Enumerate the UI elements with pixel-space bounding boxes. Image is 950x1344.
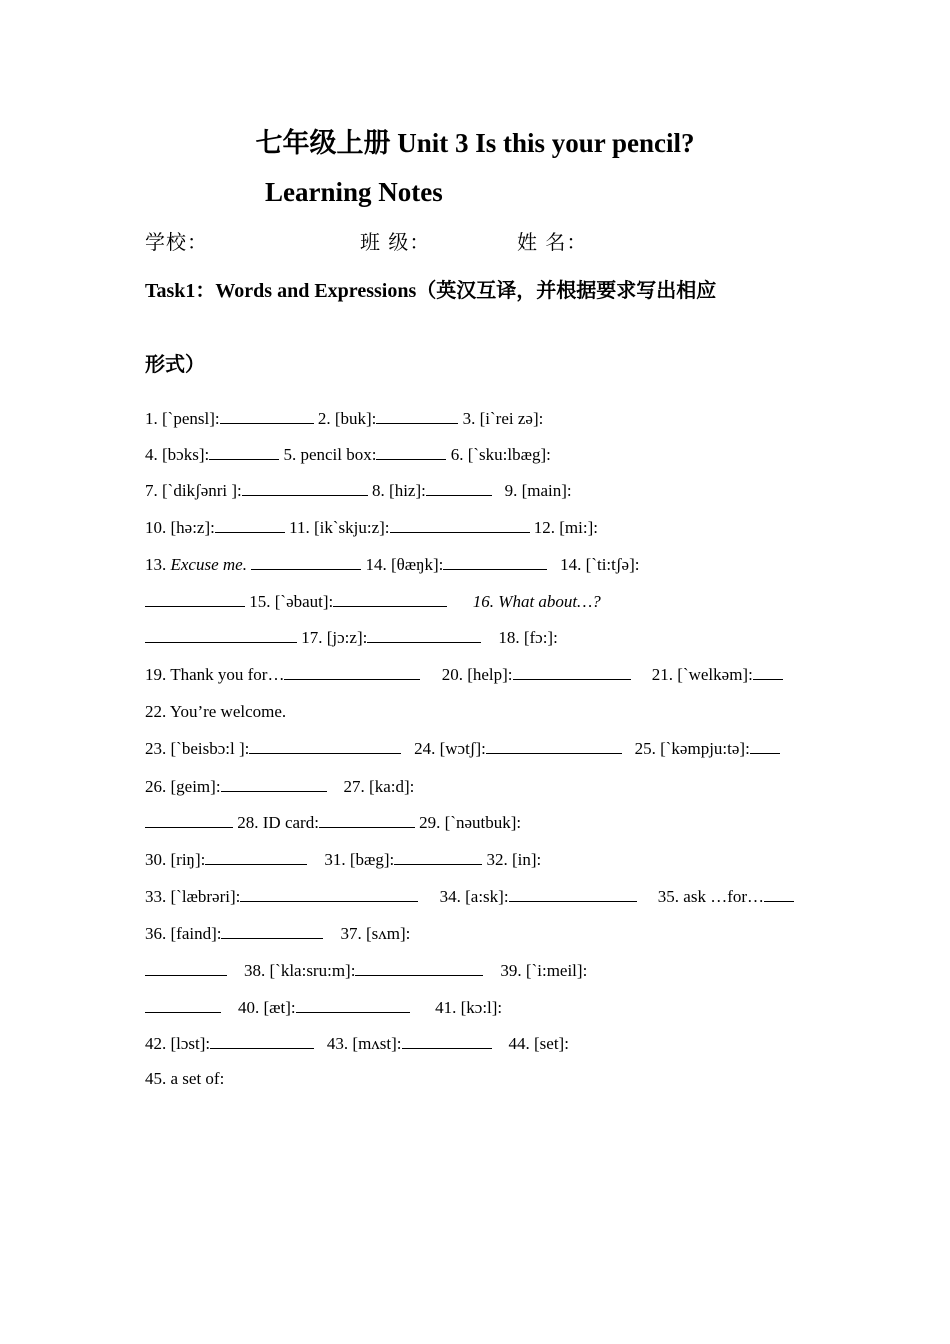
vocab-row: [145, 846, 810, 872]
class-label: 班 级：: [360, 230, 431, 254]
vocab-row: [145, 957, 810, 983]
vocab-row: [145, 773, 810, 799]
vocab-item: 32. [in]:: [486, 850, 542, 869]
vocab-row: [145, 551, 810, 577]
answer-blank[interactable]: [251, 551, 361, 570]
vocab-row: [145, 661, 810, 687]
vocab-item: 28. ID card:: [237, 813, 319, 832]
answer-blank[interactable]: [221, 773, 327, 792]
vocab-item: 15. [`əbaut]:: [249, 592, 334, 611]
page-title: 七年级上册 Unit 3 Is this your pencil?: [255, 128, 695, 158]
vocab-item: 23. [`beisbɔ:l ]:: [145, 739, 250, 758]
vocab-item: 45. a set of:: [145, 1069, 225, 1088]
vocab-item-italic: 16. What about…?: [472, 592, 601, 611]
vocab-item: 8. [hiz]:: [372, 481, 426, 500]
answer-blank[interactable]: [367, 624, 481, 643]
answer-blank[interactable]: [513, 661, 631, 680]
answer-blank[interactable]: [249, 735, 401, 754]
vocab-item: 10. [hə:z]:: [145, 518, 215, 537]
vocab-item: 42. [lɔst]:: [145, 1034, 211, 1053]
vocab-item: 5. pencil box:: [283, 445, 377, 464]
vocab-item: 2. [buk]:: [317, 409, 377, 428]
answer-blank[interactable]: [376, 405, 458, 424]
vocab-row: [145, 514, 810, 540]
answer-blank[interactable]: [209, 441, 279, 460]
answer-blank[interactable]: [376, 441, 446, 460]
answer-blank[interactable]: [145, 809, 233, 828]
answer-blank[interactable]: [764, 883, 794, 902]
vocab-item: 43. [mʌst]:: [326, 1034, 402, 1053]
vocab-item: 31. [bæg]:: [324, 850, 395, 869]
vocab-item: 11. [ik`skju:z]:: [289, 518, 390, 537]
vocab-item: 41. [kɔ:l]:: [435, 998, 503, 1017]
vocab-item: 26. [geim]:: [145, 777, 221, 796]
vocab-item: 9. [main]:: [504, 481, 572, 500]
vocab-item: 18. [fɔ:]:: [498, 628, 558, 647]
vocab-row: [145, 405, 810, 431]
vocab-item: 17. [jɔ:z]:: [301, 628, 368, 647]
answer-blank[interactable]: [486, 735, 622, 754]
vocab-item: 14. [θæŋk]:: [365, 555, 444, 574]
answer-blank[interactable]: [210, 1030, 314, 1049]
vocab-item: 12. [mi:]:: [533, 518, 598, 537]
vocab-item: 20. [help]:: [441, 665, 513, 684]
vocab-row: [145, 1066, 810, 1092]
vocab-row: [145, 735, 810, 761]
vocab-item: 39. [`i:meil]:: [500, 961, 588, 980]
vocab-item: 14. [`ti:tʃə]:: [560, 555, 640, 574]
answer-blank[interactable]: [145, 994, 221, 1013]
answer-blank[interactable]: [402, 1030, 492, 1049]
vocab-item: 22. You’re welcome.: [145, 702, 287, 721]
vocab-row: [145, 994, 810, 1020]
answer-blank[interactable]: [215, 514, 285, 533]
answer-blank[interactable]: [284, 661, 420, 680]
vocab-item: 30. [riŋ]:: [145, 850, 206, 869]
vocab-row: [145, 624, 810, 650]
vocab-row: [145, 588, 810, 614]
answer-blank[interactable]: [750, 735, 780, 754]
answer-blank[interactable]: [443, 551, 547, 570]
vocab-item: 21. [`welkəm]:: [651, 665, 753, 684]
vocab-item: 38. [`kla:sru:m]:: [244, 961, 356, 980]
school-label: 学校：: [145, 230, 208, 254]
answer-blank[interactable]: [390, 514, 530, 533]
answer-blank[interactable]: [240, 883, 418, 902]
vocab-item: 25. [`kəmpju:tə]:: [634, 739, 750, 758]
vocab-item: 44. [set]:: [508, 1034, 569, 1053]
vocab-item: 35. ask …for…: [657, 887, 765, 906]
vocab-item: 6. [`sku:lbæg]:: [450, 445, 551, 464]
vocab-item: 29. [`nəutbuk]:: [419, 813, 522, 832]
vocab-item: 3. [i`rei zə]:: [462, 409, 544, 428]
vocab-item: 40. [æt]:: [238, 998, 296, 1017]
vocab-item: 1. [`pensl]:: [145, 409, 220, 428]
answer-blank[interactable]: [509, 883, 637, 902]
vocab-row: [145, 699, 810, 725]
task-heading-continued: 形式）: [145, 354, 205, 376]
vocab-row: [145, 1030, 810, 1056]
answer-blank[interactable]: [753, 661, 783, 680]
answer-blank[interactable]: [145, 624, 297, 643]
vocab-item: 33. [`læbrəri]:: [145, 887, 241, 906]
answer-blank[interactable]: [296, 994, 410, 1013]
task-heading: Task1：Words and Expressions（英汉互译，并根据要求写出相应: [145, 280, 717, 302]
answer-blank[interactable]: [333, 588, 447, 607]
answer-blank[interactable]: [205, 846, 307, 865]
vocab-item: 34. [a:sk]:: [439, 887, 509, 906]
answer-blank[interactable]: [221, 920, 323, 939]
vocab-item-italic: Excuse me.: [170, 555, 247, 574]
name-label: 姓 名：: [517, 230, 588, 254]
vocab-row: [145, 477, 810, 503]
vocab-item: 27. [ka:d]:: [343, 777, 415, 796]
vocab-item: 13.: [145, 555, 171, 574]
answer-blank[interactable]: [145, 957, 227, 976]
vocab-item: 36. [faind]:: [145, 924, 222, 943]
vocab-item: 37. [sʌm]:: [340, 924, 411, 943]
vocab-item: 19. Thank you for…: [145, 665, 285, 684]
vocab-row: [145, 920, 810, 946]
answer-blank[interactable]: [319, 809, 415, 828]
answer-blank[interactable]: [220, 405, 314, 424]
answer-blank[interactable]: [394, 846, 482, 865]
vocab-row: [145, 809, 810, 835]
vocab-item: 7. [`dikʃənri ]:: [145, 481, 242, 500]
answer-blank[interactable]: [242, 477, 368, 496]
answer-blank[interactable]: [145, 588, 245, 607]
page-subtitle: Learning Notes: [265, 177, 443, 207]
vocab-item: 24. [wɔtʃ]:: [414, 739, 486, 758]
vocab-row: [145, 883, 810, 909]
vocab-row: [145, 441, 810, 467]
answer-blank[interactable]: [426, 477, 492, 496]
vocab-item: 4. [bɔks]:: [145, 445, 210, 464]
answer-blank[interactable]: [355, 957, 483, 976]
